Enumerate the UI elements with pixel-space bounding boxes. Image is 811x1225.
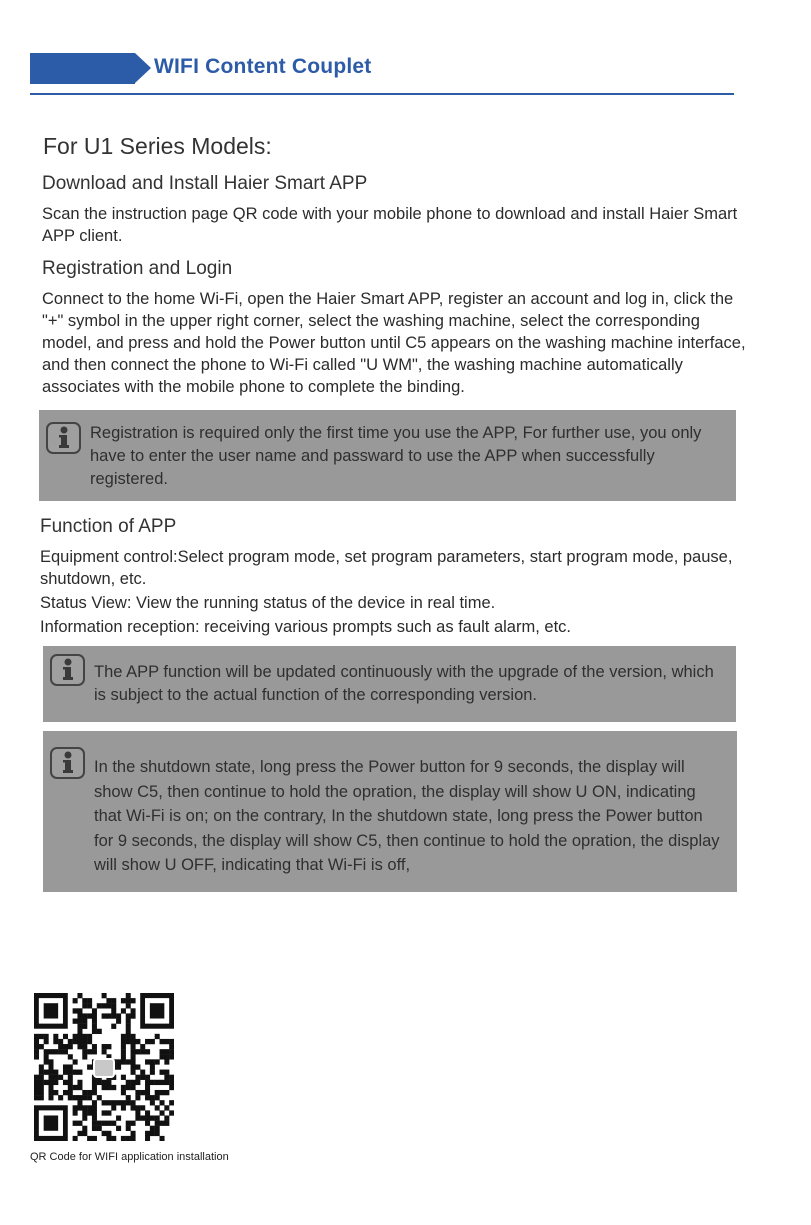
info-icon xyxy=(50,654,85,686)
download-text: Scan the instruction page QR code with your mobile phone to download and install Haier Smart APP client. xyxy=(42,205,738,245)
section-title: For U1 Series Models: xyxy=(43,133,272,159)
function-heading: Function of APP xyxy=(40,516,177,537)
qr-code-icon xyxy=(34,993,174,1141)
info-icon xyxy=(46,422,81,454)
download-heading: Download and Install Haier Smart APP xyxy=(42,173,368,194)
registration-text: Connect to the home Wi-Fi, open the Haier Smart APP, register an account and log in, click the "+" symbol in the upper right corner, select the washing machine, select the corresponding model, and press and hold the Power button until C5 appears on the washing machine interface, and then connect the phone to Wi-Fi called "U WM", the washing machine automatically associates with the mobile phone to complete the binding. xyxy=(42,290,746,396)
main-content xyxy=(40,130,750,892)
note-text: Registration is required only the first time you use the APP, For further use, you only have to enter the user name and passward to use the APP when successfully registered. xyxy=(90,424,702,488)
page-title: WIFI Content Couplet xyxy=(154,55,372,78)
note-box-registration xyxy=(39,410,736,501)
note-text: The APP function will be updated continuously with the upgrade of the version, which is subject to the actual function of the corresponding version. xyxy=(94,663,714,704)
note-box-wifi-toggle xyxy=(43,731,737,892)
header-divider xyxy=(30,93,734,95)
note-box-updates xyxy=(43,646,736,722)
note-text: In the shutdown state, long press the Power button for 9 seconds, the display will show C5, then continue to hold the opration, the display will show U ON, indicating that Wi-Fi is on; on the contrary, In the shutdown state, long press the Power button for 9 seconds, the display will show C5, then continue to hold the opration, the display will show U OFF, indicating that Wi-Fi is off, xyxy=(94,758,720,874)
function-line: Equipment control:Select program mode, set program parameters, start program mode, pause, shutdown, etc. xyxy=(40,548,733,588)
header-accent-bar xyxy=(30,53,135,84)
function-line: Status View: View the running status of the device in real time. xyxy=(40,594,496,612)
registration-heading: Registration and Login xyxy=(42,258,233,279)
info-icon xyxy=(50,747,85,779)
qr-caption: QR Code for WIFI application installation xyxy=(30,1151,229,1163)
function-line: Information reception: receiving various prompts such as fault alarm, etc. xyxy=(40,618,571,636)
